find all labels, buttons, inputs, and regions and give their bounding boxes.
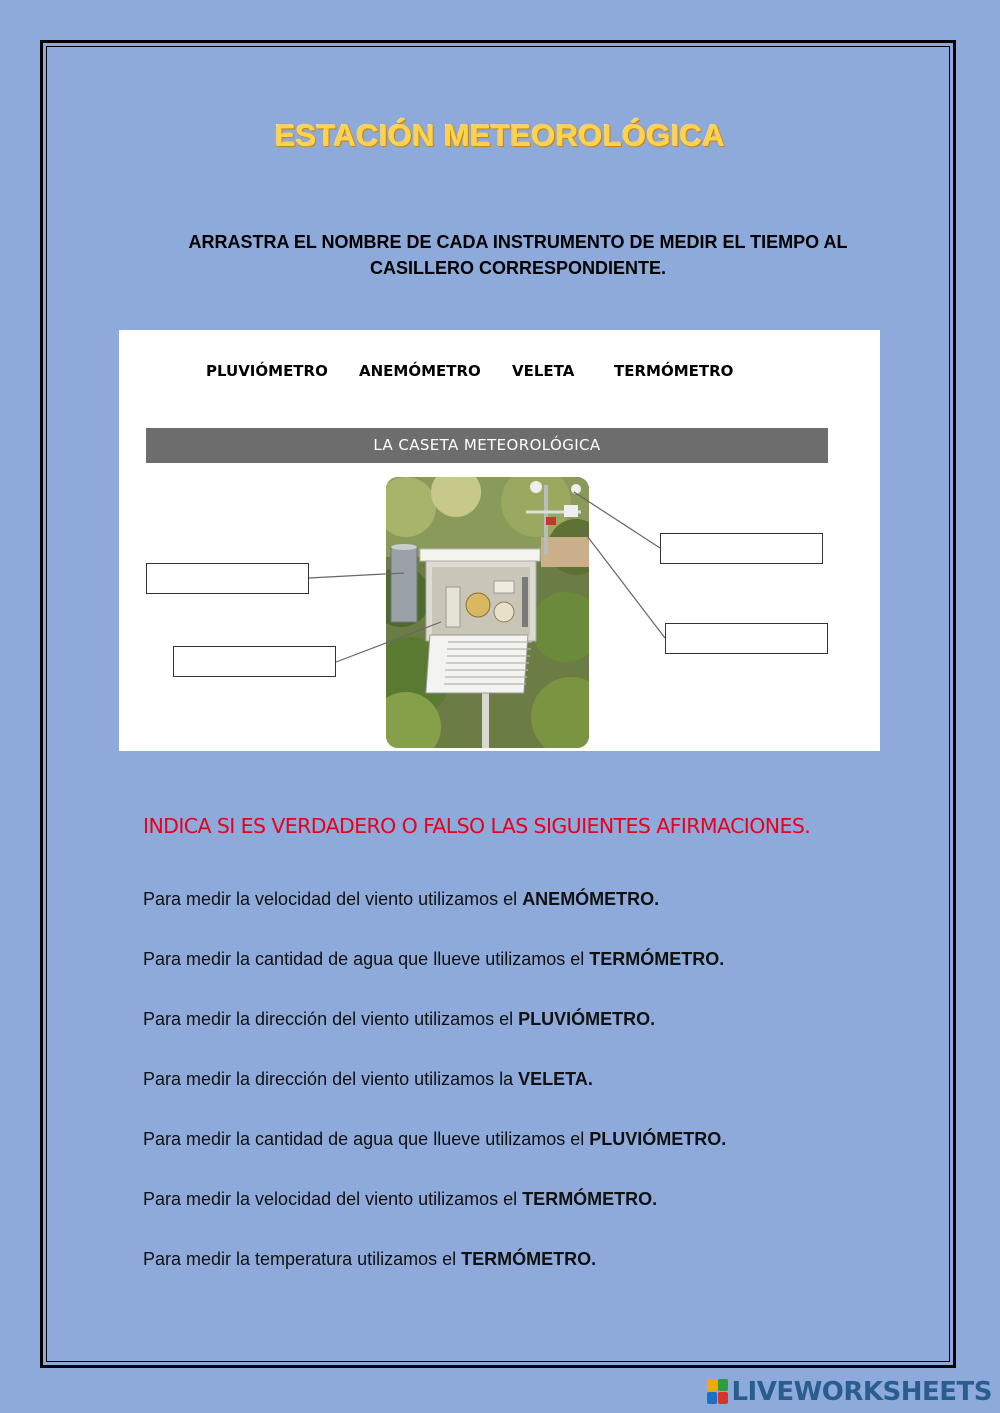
liveworksheets-logo-icon	[707, 1379, 729, 1405]
drop-box-rain-gauge[interactable]	[146, 563, 309, 594]
statement-item[interactable]: Para medir la temperatura utilizamos el TERMÓMETRO.	[143, 1249, 597, 1269]
liveworksheets-brand	[707, 1376, 992, 1408]
page-title: ESTACIÓN METEOROLÓGICA	[274, 118, 726, 153]
drop-box-thermometer[interactable]	[173, 646, 336, 677]
statement-item[interactable]: Para medir la dirección del viento utilizamos la VELETA.	[143, 1069, 593, 1089]
word-termometro[interactable]: TERMÓMETRO	[614, 362, 734, 380]
brand-name: LIVEWORKSHEETS	[731, 1377, 992, 1407]
statement-item[interactable]: Para medir la velocidad del viento utilizamos el TERMÓMETRO.	[143, 1189, 658, 1209]
drop-box-anemometer[interactable]	[660, 533, 823, 564]
statement-item[interactable]: Para medir la dirección del viento utilizamos el PLUVIÓMETRO.	[143, 1009, 656, 1029]
drop-box-weather-vane[interactable]	[665, 623, 828, 654]
word-anemometro[interactable]: ANEMÓMETRO	[359, 362, 481, 380]
statement-item[interactable]: Para medir la cantidad de agua que llueve utilizamos el PLUVIÓMETRO.	[143, 1129, 727, 1149]
instruction-line-2: CASILLERO CORRESPONDIENTE.	[369, 258, 667, 278]
statement-list	[143, 886, 903, 1306]
word-pluviometro[interactable]: PLUVIÓMETRO	[206, 362, 328, 380]
statement-item[interactable]: Para medir la velocidad del viento utilizamos el ANEMÓMETRO.	[143, 889, 660, 909]
weather-station-diagram	[119, 330, 880, 751]
true-false-heading: INDICA SI ES VERDADERO O FALSO LAS SIGUIENTES AFIRMACIONES.	[143, 814, 811, 838]
diagram-banner: LA CASETA METEOROLÓGICA	[146, 428, 828, 463]
word-veleta[interactable]: VELETA	[512, 362, 575, 380]
instruction-text	[130, 229, 906, 281]
statement-item[interactable]: Para medir la cantidad de agua que llueve utilizamos el TERMÓMETRO.	[143, 949, 725, 969]
instruction-line-1: ARRASTRA EL NOMBRE DE CADA INSTRUMENTO DE MEDIR EL TIEMPO AL	[188, 232, 848, 252]
